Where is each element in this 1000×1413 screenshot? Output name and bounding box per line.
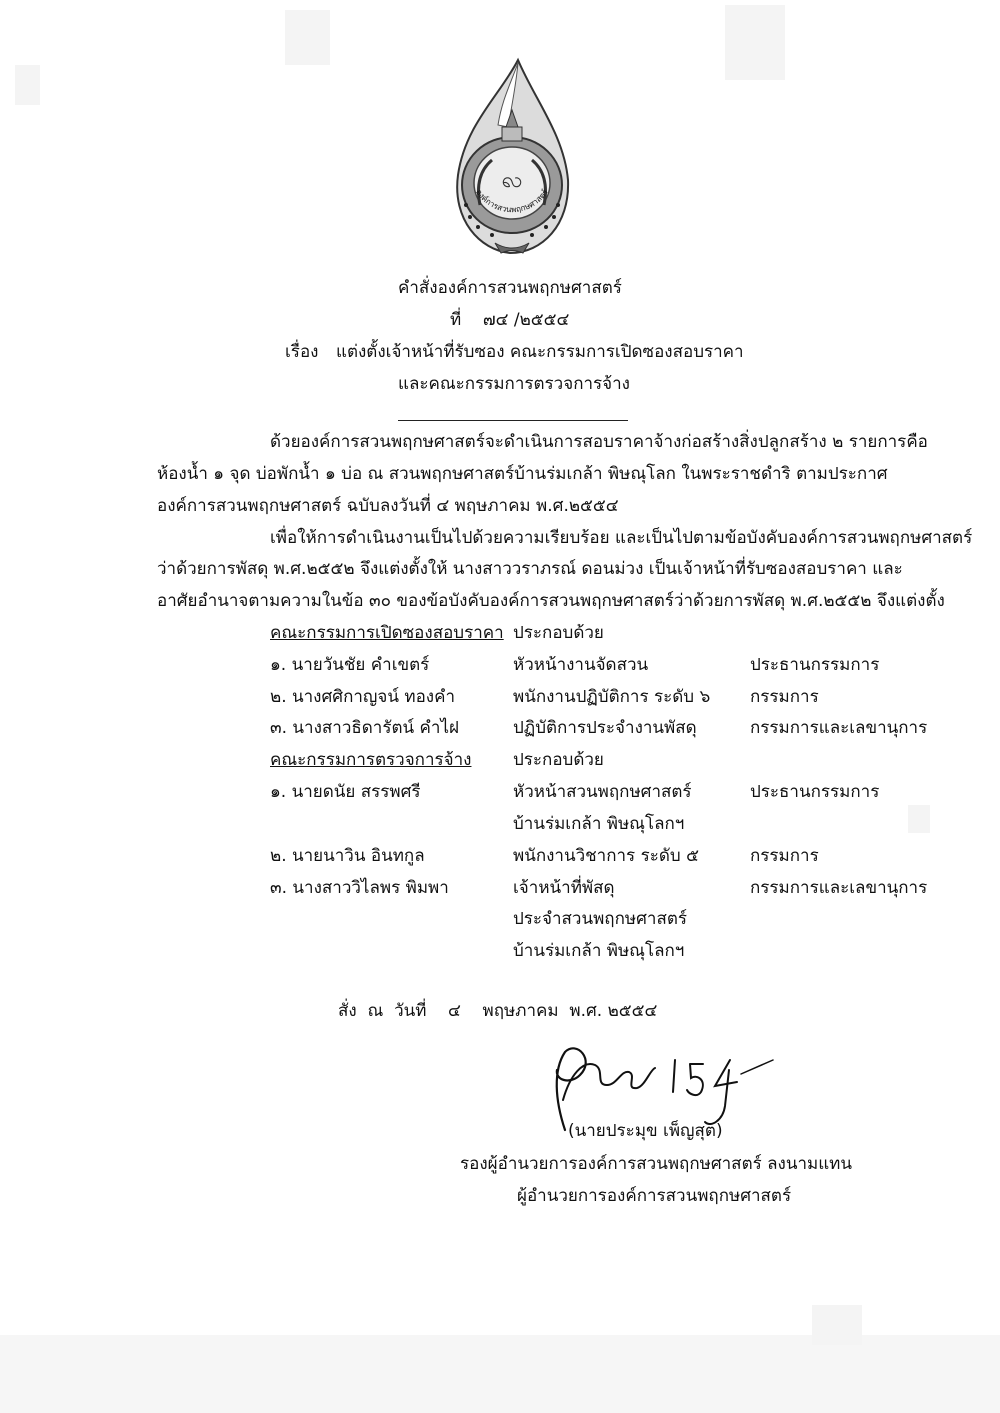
scan-smudge [725,5,785,80]
committee-2-member-position-cont: ประจำสวนพฤกษศาสตร์ [513,909,687,929]
committee-2-member-role: ประธานกรรมการ [750,782,880,802]
committee-1-member-role: กรรมการ [750,687,819,707]
signatory-name: (นายประมุข เพ็ญสุต) [568,1121,723,1141]
signatory-title-line-1: รองผู้อำนวยการองค์การสวนพฤกษศาสตร์ ลงนามแทน [460,1154,853,1174]
subject-line-2: และคณะกรรมการตรวจการจ้าง [398,374,630,394]
organization-emblem [440,55,580,260]
committee-1-member-role: ประธานกรรมการ [750,655,880,675]
committee-1-member-position: พนักงานปฏิบัติการ ระดับ ๖ [513,687,711,707]
committee-2-member-position-cont: บ้านร่มเกล้า พิษณุโลกฯ [513,814,685,834]
committee-1-member-name: ๑. นายวันชัย คำเขตร์ [270,655,430,675]
committee-2-heading: คณะกรรมการตรวจการจ้าง [270,750,472,770]
order-date: สั่ง ณ วันที่ ๔ พฤษภาคม พ.ศ. ๒๕๕๔ [338,1001,658,1021]
committee-2-member-name: ๒. นายนาวิน อินทกูล [270,846,425,866]
subject-line-1: แต่งตั้งเจ้าหน้าที่รับซอง คณะกรรมการเปิดซองสอบราคา [336,342,744,362]
committee-2-member-position: เจ้าหน้าที่พัสดุ [513,878,615,898]
committee-2-member-position-cont: บ้านร่มเกล้า พิษณุโลกฯ [513,941,685,961]
scan-bottom-shadow [0,1335,1000,1413]
paragraph-2-line-3: อาศัยอำนาจตามความในข้อ ๓๐ ของข้อบังคับองค์การสวนพฤกษศาสตร์ว่าด้วยการพัสดุ พ.ศ.๒๕๕๒ จึงแต่งตั้ง [157,591,945,611]
svg-text:องค์การสวนพฤกษศาสตร์: องค์การสวนพฤกษศาสตร์ [474,187,550,215]
scan-smudge [285,10,330,65]
committee-2-member-role: กรรมการ [750,846,819,866]
committee-1-member-role: กรรมการและเลขานุการ [750,718,928,738]
committee-2-heading-suffix: ประกอบด้วย [513,750,604,770]
committee-2-member-position: หัวหน้าสวนพฤกษศาสตร์ [513,782,692,802]
committee-1-member-name: ๒. นางศศิกาญจน์ ทองคำ [270,687,456,707]
header-divider [398,420,628,421]
paragraph-2-line-2: ว่าด้วยการพัสดุ พ.ศ.๒๕๕๒ จึงแต่งตั้งให้ นางสาววราภรณ์ ดอนม่วง เป็นเจ้าหน้าที่รับซองสอบราคา และ [157,559,903,579]
signatory-title-line-2: ผู้อำนวยการองค์การสวนพฤกษศาสตร์ [517,1186,792,1206]
svg-text:ꩮ: ꩮ [501,168,523,193]
scan-smudge [15,65,40,105]
committee-2-member-position: พนักงานวิชาการ ระดับ ๕ [513,846,699,866]
committee-1-member-position: หัวหน้างานจัดสวน [513,655,649,675]
scan-smudge [908,805,930,833]
committee-1-heading: คณะกรรมการเปิดซองสอบราคา [270,623,504,643]
committee-1-heading-suffix: ประกอบด้วย [513,623,604,643]
paragraph-1-line-2: ห้องน้ำ ๑ จุด บ่อพักน้ำ ๑ บ่อ ณ สวนพฤกษศาสตร์บ้านร่มเกล้า พิษณุโลก ในพระราชดำริ ตามประกาศ [157,464,888,484]
order-title: คำสั่งองค์การสวนพฤกษศาสตร์ [398,278,622,298]
subject-label: เรื่อง [285,342,319,362]
order-number: ที่ ๗๔ /๒๕๕๔ [450,310,570,330]
committee-2-member-name: ๓. นางสาววิไลพร พิมพา [270,878,449,898]
paragraph-2-line-1: เพื่อให้การดำเนินงานเป็นไปด้วยความเรียบร้อย และเป็นไปตามข้อบังคับองค์การสวนพฤกษศาสตร์ [270,528,973,548]
paragraph-1-line-3: องค์การสวนพฤกษศาสตร์ ฉบับลงวันที่ ๔ พฤษภาคม พ.ศ.๒๕๕๔ [157,496,619,516]
committee-2-member-name: ๑. นายดนัย สรรพศรี [270,782,421,802]
paragraph-1-line-1: ด้วยองค์การสวนพฤกษศาสตร์จะดำเนินการสอบราคาจ้างก่อสร้างสิ่งปลูกสร้าง ๒ รายการคือ [270,432,928,452]
committee-1-member-position: ปฏิบัติการประจำงานพัสดุ [513,718,697,738]
committee-2-member-role: กรรมการและเลขานุการ [750,878,928,898]
scan-smudge [812,1305,862,1345]
committee-1-member-name: ๓. นางสาวธิดารัตน์ คำไฝ [270,718,459,738]
